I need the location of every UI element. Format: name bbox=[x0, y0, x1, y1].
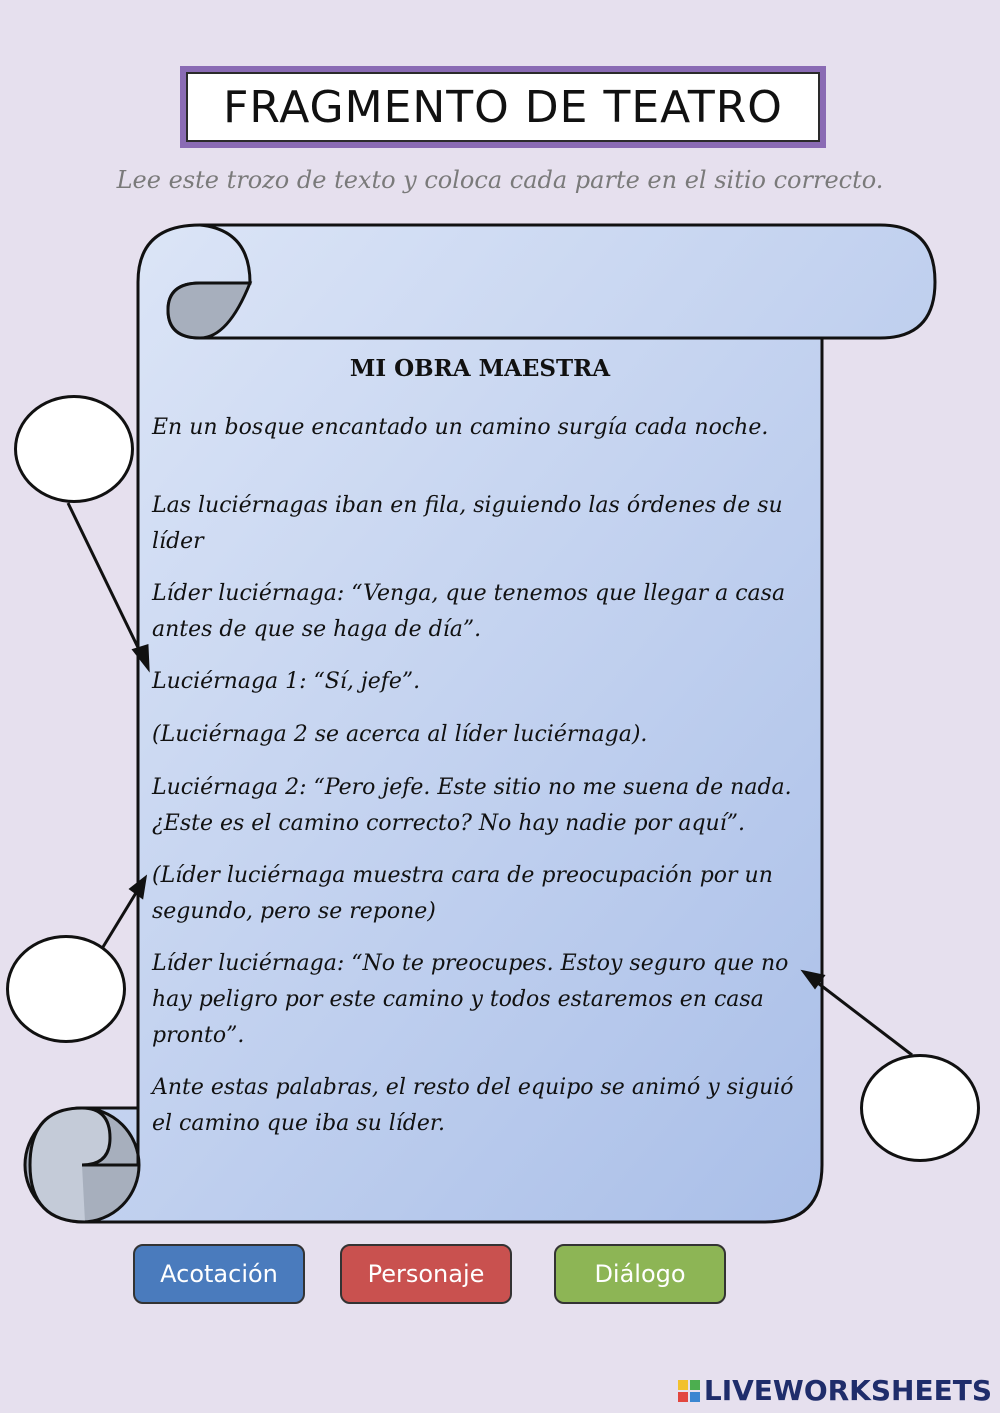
narration-paragraph: Ante estas palabras, el resto del equipo se animó y siguió el camino que iba su líder. bbox=[152, 1075, 794, 1136]
play-heading: MI OBRA MAESTRA bbox=[349, 355, 611, 382]
dialogo-option-button[interactable]: Diálogo bbox=[554, 1244, 726, 1304]
drop-target-3[interactable] bbox=[860, 1054, 980, 1162]
stage-direction-paragraph: (Líder luciérnaga muestra cara de preocupación por un segundo, pero se repone) bbox=[152, 863, 773, 924]
narration-paragraph: Las luciérnagas iban en fila, siguiendo las órdenes de su líder bbox=[152, 493, 783, 554]
instructions-text: Lee este trozo de texto y coloca cada parte en el sitio correcto. bbox=[116, 166, 884, 194]
personaje-option-button[interactable]: Personaje bbox=[340, 1244, 512, 1304]
dialogue-paragraph: Líder luciérnaga: “Venga, que tenemos que llegar a casa antes de que se haga de día”. bbox=[152, 581, 786, 642]
drop-target-1[interactable] bbox=[14, 395, 134, 503]
acotacion-option-button[interactable]: Acotación bbox=[133, 1244, 305, 1304]
dialogue-paragraph: Luciérnaga 2: “Pero jefe. Este sitio no me suena de nada. ¿Este es el camino correcto? No hay nadie por aquí”. bbox=[152, 775, 792, 836]
drop-target-2[interactable] bbox=[6, 935, 126, 1043]
liveworksheets-logo bbox=[678, 1374, 992, 1407]
stage-direction-paragraph: (Luciérnaga 2 se acerca al líder luciérnaga). bbox=[152, 722, 648, 747]
page-title: FRAGMENTO DE TEATRO bbox=[186, 72, 820, 142]
liveworksheets-logo-icon bbox=[678, 1380, 700, 1402]
narration-paragraph: En un bosque encantado un camino surgía cada noche. bbox=[152, 415, 769, 440]
logo-text: LIVEWORKSHEETS bbox=[703, 1374, 992, 1407]
dialogue-paragraph: Líder luciérnaga: “No te preocupes. Estoy seguro que no hay peligro por este camino y todos estaremos en casa pronto”. bbox=[152, 951, 789, 1048]
dialogue-paragraph: Luciérnaga 1: “Sí, jefe”. bbox=[152, 669, 421, 694]
